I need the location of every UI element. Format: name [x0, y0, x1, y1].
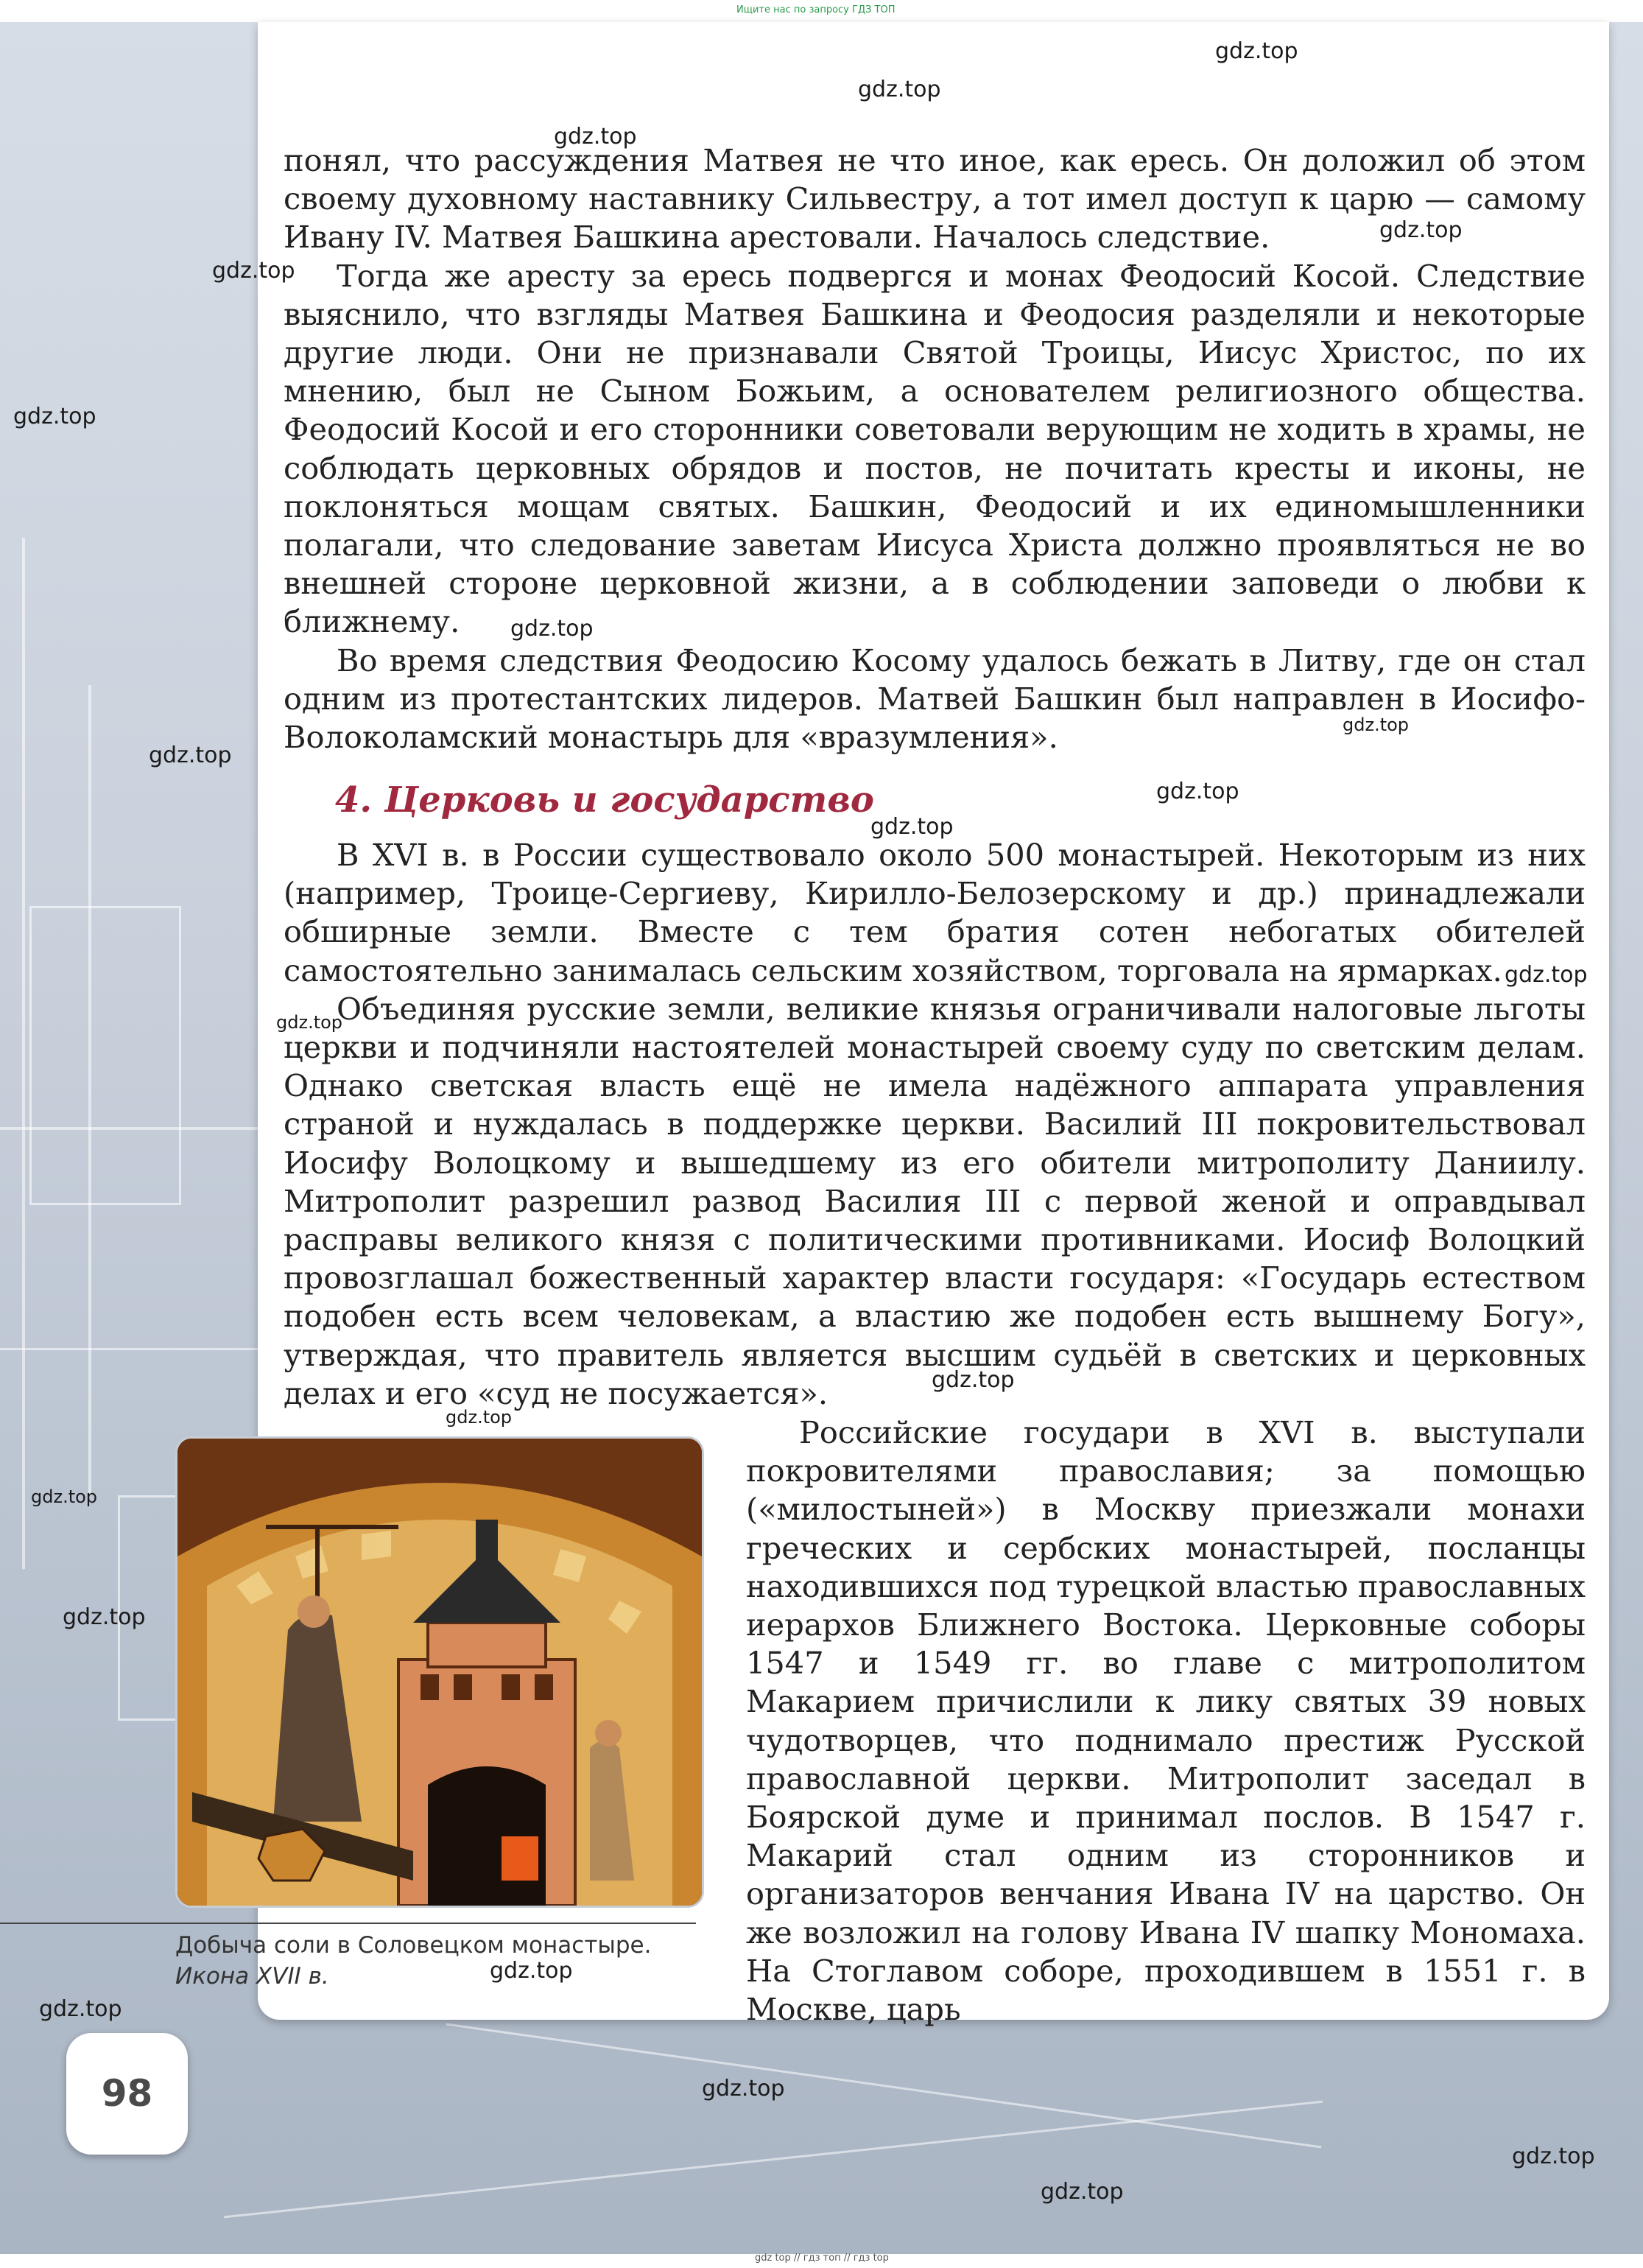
watermark: gdz.top	[554, 124, 637, 150]
paragraph: Тогда же аресту за ересь подвергся и монах Феодосий Косой. Следствие выяснило, что взгляды Матвея Башкина и Феодосия разделяли и некоторые другие люди. Они не признавали Святой Троицы, Иисус Христос, по их мнению, был не Сыном Божьим, а основателем религиозного общества. Феодосий Косой и его сторонники советовали верующим не ходить в храмы, не соблюдать церковных обрядов и постов, не почитать кресты и иконы, не поклоняться мощам святых. Башкин, Феодосий и их единомышленники полагали, что следование заветам Иисуса Христа должно проявляться не во внешней стороне церковной жизни, а в соблюдении заповеди о любви к ближнему.	[284, 257, 1586, 640]
watermark: gdz.top	[870, 814, 954, 840]
image-caption	[175, 1930, 698, 1992]
watermark: gdz.top	[1041, 2179, 1124, 2205]
watermark: gdz.top	[1215, 38, 1298, 64]
paragraph: В XVI в. в России существовало около 500 монастырей. Некоторым из них (например, Троице-Сергиеву, Кирилло-Белозерскому и др.) принадлежали обширные земли. Вместе с тем братия сотен небогатых обителей самостоятельно занималась сельским хозяйством, торговала на ярмарках.	[284, 837, 1586, 989]
watermark: gdz.top	[446, 1407, 513, 1428]
watermark: gdz.top	[1505, 962, 1588, 988]
header-note: Ищите нас по запросу ГДЗ ТОП	[736, 4, 896, 15]
watermark: gdz.top	[39, 1996, 122, 2022]
watermark: gdz.top	[1156, 779, 1239, 804]
paragraph: Во время следствия Феодосию Косому удалось бежать в Литву, где он стал одним из протестантских лидеров. Матвей Башкин был направлен в Иосифо-Волоколамский монастырь для «вразумления».	[284, 642, 1586, 756]
watermark: gdz.top	[31, 1486, 98, 1507]
footer-note: gdz top // гдз топ // гдз top	[755, 2253, 889, 2264]
watermark: gdz.top	[13, 404, 96, 429]
watermark: gdz.top	[149, 742, 232, 768]
watermark: gdz.top	[1343, 715, 1410, 735]
page-number: 98	[66, 2033, 188, 2155]
watermark: gdz.top	[510, 616, 594, 642]
watermark: gdz.top	[212, 258, 295, 284]
watermark: gdz.top	[932, 1367, 1015, 1393]
text-block-3	[746, 1414, 1586, 2029]
paragraph: Российские государи в XVI в. выступали покровителями православия; за помощью («милостыней») в Москву приезжали монахи греческих и сербских монастырей, посланцы находившихся под турецкой властью православных иерархов Ближнего Востока. Церковные соборы 1547 и 1549 гг. во главе с митрополитом Макарием причислили к лику святых 39 новых чудотворцев, что поднимало престиж Русской православной церкви. Митрополит заседал в Боярской думе и принимал послов. В 1547 г. Макарий стал одним из сторонников и организаторов венчания Ивана IV на царство. Он же возложил на голову Ивана IV шапку Мономаха. На Стоглавом соборе, проходившем в 1551 г. в Москве, царь	[746, 1414, 1586, 2028]
watermark: gdz.top	[858, 77, 941, 102]
icon-illustration	[175, 1436, 704, 1908]
watermark: gdz.top	[702, 2076, 785, 2102]
caption-divider	[0, 1923, 696, 1924]
watermark: gdz.top	[1379, 217, 1463, 243]
paragraph: понял, что рассуждения Матвея не что иное, как ересь. Он доложил об этом своему духовному наставнику Сильвестру, а тот имел доступ к царю — самому Ивану IV. Матвея Башкина арестовали. Началось следствие.	[284, 142, 1586, 256]
watermark: gdz.top	[63, 1604, 146, 1630]
caption-line-2: Икона XVII в.	[175, 1963, 329, 1990]
watermark: gdz.top	[1512, 2144, 1595, 2169]
text-block-2	[284, 836, 1586, 1413]
paragraph: Объединяя русские земли, великие князья ограничивали налоговые льготы церкви и подчиняли настоятелей монастырей своему суду по светским делам. Однако светская власть ещё не имела надёжного аппарата управления страной и нуждалась в поддержке церкви. Василий III покровительствовал Иосифу Волоцкому и вышедшему из его обители митрополиту Даниилу. Митрополит разрешил развод Василия III с первой женой и оправдывал расправы великого князя с политическими противниками. Иосиф Волоцкий провозглашал божественный характер власти государя: «Государь естеством подобен есть всем человекам, а властию же подобен есть вышнему Богу», утверждая, что правитель является высшим судьёй в светских и церковных делах и его «суд не посужается».	[284, 990, 1586, 1411]
caption-line-1: Добыча соли в Соловецком монастыре.	[175, 1932, 652, 1959]
watermark: gdz.top	[490, 1958, 573, 1984]
section-heading: 4. Церковь и государство	[335, 779, 874, 821]
watermark: gdz.top	[276, 1012, 343, 1033]
